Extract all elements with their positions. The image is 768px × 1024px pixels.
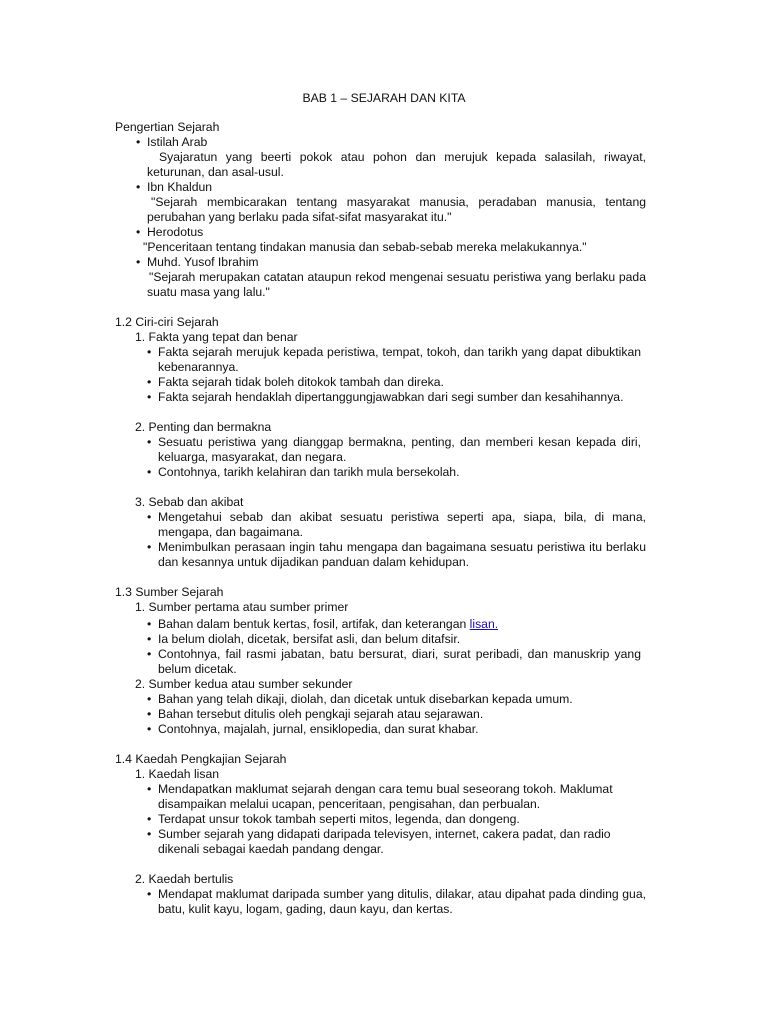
list-item-text: Fakta sejarah merujuk kepada peristiwa, tempat, tokoh, dan tarikh yang dapat dibuktikan kebenarannya. [158,345,641,374]
bullet-icon: • [136,180,141,194]
section-heading: Pengertian Sejarah [115,120,220,134]
bullet-icon: • [147,390,152,404]
list-item-label: Ibn Khaldun [147,180,213,194]
list-item [147,647,641,677]
list-item [147,345,641,375]
bullet-icon: • [147,827,152,841]
section-heading: 1.2 Ciri-ciri Sejarah [115,315,219,329]
bullet-icon: • [147,375,152,389]
section-heading: 1.4 Kaedah Pengkajian Sejarah [115,752,287,766]
list-item [147,782,636,812]
subheading: 1. Sumber pertama atau sumber primer [135,600,349,614]
definition-text: Syajaratun yang beerti pokok atau pohon dan merujuk kepada salasilah, riwayat, keturunan, dan asal-usul. [147,150,646,179]
list-item [136,135,646,150]
list-item-text: Mendapat maklumat daripada sumber yang ditulis, dilakar, atau dipahat pada dinding gua, batu, kulit kayu, logam, gading, daun kayu, dan kertas. [158,887,646,916]
list-item [147,617,646,632]
list-item-label: Herodotus [147,225,204,239]
list-item [147,510,646,540]
lisan-link[interactable]: lisan. [469,617,499,631]
list-item-text: Sumber sejarah yang didapati daripada televisyen, internet, cakera padat, dan radio dikenali sebagai kaedah pandang dengar. [158,827,611,856]
definition-text: "Penceritaan tentang tindakan manusia dan sebab-sebab mereka melakukannya." [143,240,587,254]
list-item [136,180,646,195]
definition-text: "Sejarah merupakan catatan ataupun rekod mengenai sesuatu peristiwa yang berlaku pada suatu masa yang lalu." [147,270,646,299]
bullet-icon: • [147,632,152,646]
list-item-text: Menimbulkan perasaan ingin tahu mengapa dan bagaimana sesuatu peristiwa itu berlaku dan kesannya untuk dijadikan panduan dalam kehidupan. [158,540,646,569]
list-item-text: Bahan dalam bentuk kertas, fosil, artifak, dan keterangan [158,617,470,631]
bullet-icon: • [147,510,152,524]
list-item [147,812,646,827]
bullet-icon: • [147,435,152,449]
bullet-icon: • [147,345,152,359]
bullet-icon: • [147,540,152,554]
definition-text: "Sejarah membicarakan tentang masyarakat manusia, peradaban manusia, tentang perubahan yang berlaku pada sifat-sifat masyarakat itu." [147,195,646,224]
document-title: BAB 1 – SEJARAH DAN KITA [302,91,466,105]
list-item-label: Muhd. Yusof Ibrahim [147,255,259,269]
subheading: 2. Sumber kedua atau sumber sekunder [135,677,353,691]
list-item-text: Mengetahui sebab dan akibat sesuatu peristiwa seperti apa, siapa, bila, di mana, mengapa, dan bagaimana. [158,510,646,539]
list-item [136,255,646,270]
bullet-icon: • [147,887,152,901]
list-item-label: Istilah Arab [147,135,208,149]
bullet-icon: • [147,812,152,826]
list-item [147,435,641,465]
list-item [147,390,646,405]
bullet-icon: • [147,465,152,479]
list-item-text: Fakta sejarah tidak boleh ditokok tambah dan direka. [158,375,444,389]
subheading: 1. Kaedah lisan [135,767,220,781]
bullet-icon: • [147,692,152,706]
list-item [147,887,646,917]
list-item-text: Bahan tersebut ditulis oleh pengkaji sejarah atau sejarawan. [158,707,484,721]
list-item [136,225,646,240]
bullet-icon: • [147,707,152,721]
subheading: 2. Kaedah bertulis [135,872,234,886]
list-item [147,375,646,390]
list-item-text: Contohnya, tarikh kelahiran dan tarikh mula bersekolah. [158,465,460,479]
list-item [147,827,626,857]
list-item [147,707,646,722]
list-item [147,632,646,647]
subheading: 1. Fakta yang tepat dan benar [135,330,298,344]
bullet-icon: • [136,255,141,269]
bullet-icon: • [136,135,141,149]
list-item-text: Fakta sejarah hendaklah dipertanggungjawabkan dari segi sumber dan kesahihannya. [158,390,624,404]
bullet-icon: • [147,722,152,736]
list-item-text: Mendapatkan maklumat sejarah dengan cara temu bual seseorang tokoh. Maklumat disampaikan melalui ucapan, penceritaan, pengisahan, dan perbualan. [158,782,613,811]
document-body [115,120,646,917]
list-item-text: Terdapat unsur tokok tambah seperti mitos, legenda, dan dongeng. [158,812,520,826]
list-item-text: Contohnya, majalah, jurnal, ensiklopedia, dan surat khabar. [158,722,479,736]
list-item [147,465,646,480]
list-item-text: Bahan yang telah dikaji, diolah, dan dicetak untuk disebarkan kepada umum. [158,692,573,706]
subheading: 2. Penting dan bermakna [135,420,272,434]
list-item [147,540,646,570]
list-item-text: Ia belum diolah, dicetak, bersifat asli, dan belum ditafsir. [158,632,461,646]
list-item [147,722,646,737]
section-heading: 1.3 Sumber Sejarah [115,585,224,599]
list-item [147,692,646,707]
bullet-icon: • [147,617,152,631]
bullet-icon: • [147,647,152,661]
bullet-icon: • [136,225,141,239]
bullet-icon: • [147,782,152,796]
subheading: 3. Sebab dan akibat [135,495,244,509]
list-item-text: Contohnya, fail rasmi jabatan, batu bersurat, diari, surat peribadi, dan manuskrip yang belum dicetak. [158,647,641,676]
list-item-text: Sesuatu peristiwa yang dianggap bermakna, penting, dan memberi kesan kepada diri, keluarga, masyarakat, dan negara. [158,435,641,464]
